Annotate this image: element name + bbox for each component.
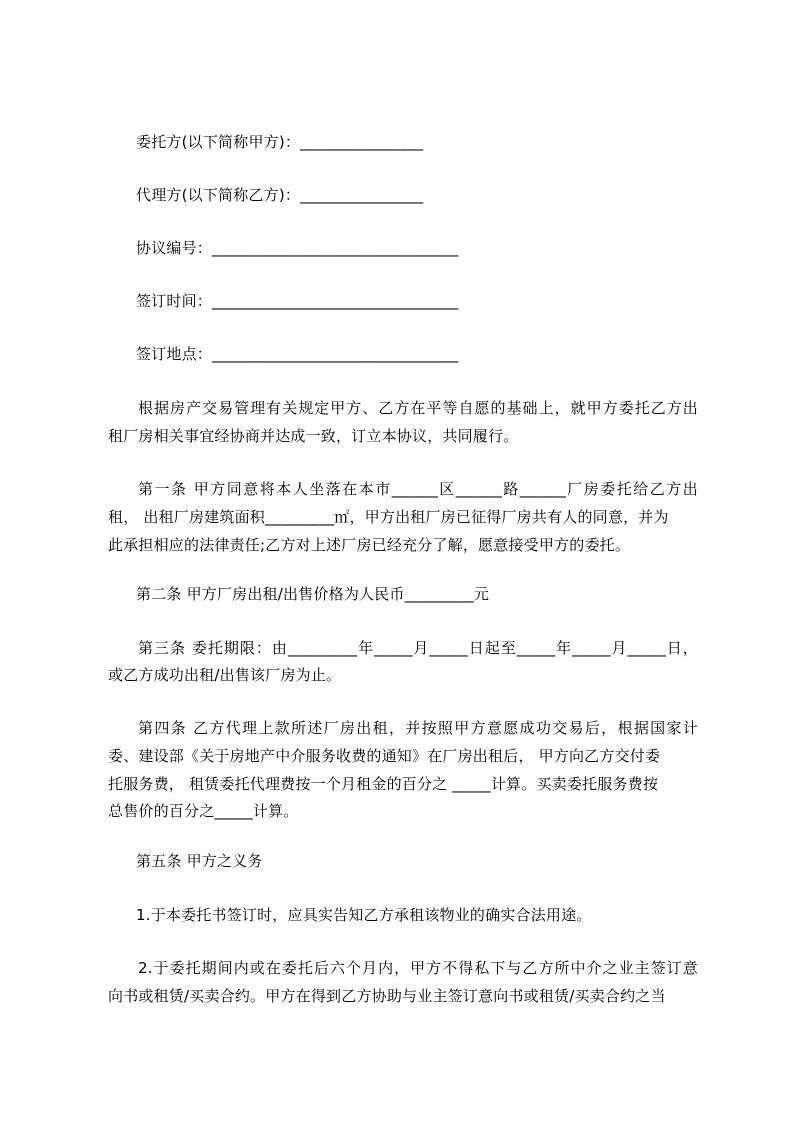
- client-party-field: 委托方(以下简称甲方)：________________: [136, 133, 424, 151]
- article1-line-1: 第一条 甲方同意将本人坐落在本市______区______路______厂房委托给乙方出: [138, 480, 698, 498]
- article1-line-2: 租， 出租厂房建筑面积_________㎡，甲方出租厂房已征得厂房共有人的同意，并为: [108, 508, 669, 526]
- article4-line-1: 第四条 乙方代理上款所述厂房出租，并按照甲方意愿成功交易后，根据国家计: [138, 719, 698, 737]
- article5-item2-line-2: 向书或租赁/买卖合约。甲方在得到乙方协助与业主签订意向书或租赁/买卖合约之当: [108, 987, 666, 1005]
- intro-line-1: 根据房产交易管理有关规定甲方、乙方在平等自愿的基础上，就甲方委托乙方出: [138, 399, 698, 417]
- article4-line-2: 委、建设部《关于房地产中介服务收费的通知》在厂房出租后， 甲方向乙方交付委: [108, 747, 661, 765]
- article5-item1-line-1: 1.于本委托书签订时，应具实告知乙方承租该物业的确实合法用途。: [136, 906, 592, 924]
- article3-line-2: 或乙方成功出租/出售该厂房为止。: [108, 666, 342, 684]
- article5-item2-line-1: 2.于委托期间内或在委托后六个月内，甲方不得私下与乙方所中介之业主签订意: [138, 959, 698, 977]
- signing-date-field: 签订时间：________________________________: [136, 292, 459, 310]
- article5-title: 第五条 甲方之义务: [136, 852, 263, 870]
- agent-party-field: 代理方(以下简称乙方)：________________: [136, 186, 424, 204]
- agreement-number-field: 协议编号：________________________________: [136, 239, 459, 257]
- intro-line-2: 租厂房相关事宜经协商并达成一致，订立本协议，共同履行。: [108, 427, 519, 445]
- article3-line-1: 第三条 委托期限：由_________年_____月_____日起至_____年_____月_____日，: [138, 639, 698, 657]
- article4-line-4: 总售价的百分之_____计算。: [108, 802, 299, 820]
- signing-place-field: 签订地点：________________________________: [136, 345, 459, 363]
- article1-line-3: 此承担相应的法律责任;乙方对上述厂房已经充分了解，愿意接受甲方的委托。: [108, 536, 631, 554]
- article2-line-1: 第二条 甲方厂房出租/出售价格为人民币_________元: [136, 585, 490, 603]
- article4-line-3: 托服务费， 租赁委托代理费按一个月租金的百分之 _____计算。买卖委托服务费按: [108, 775, 659, 793]
